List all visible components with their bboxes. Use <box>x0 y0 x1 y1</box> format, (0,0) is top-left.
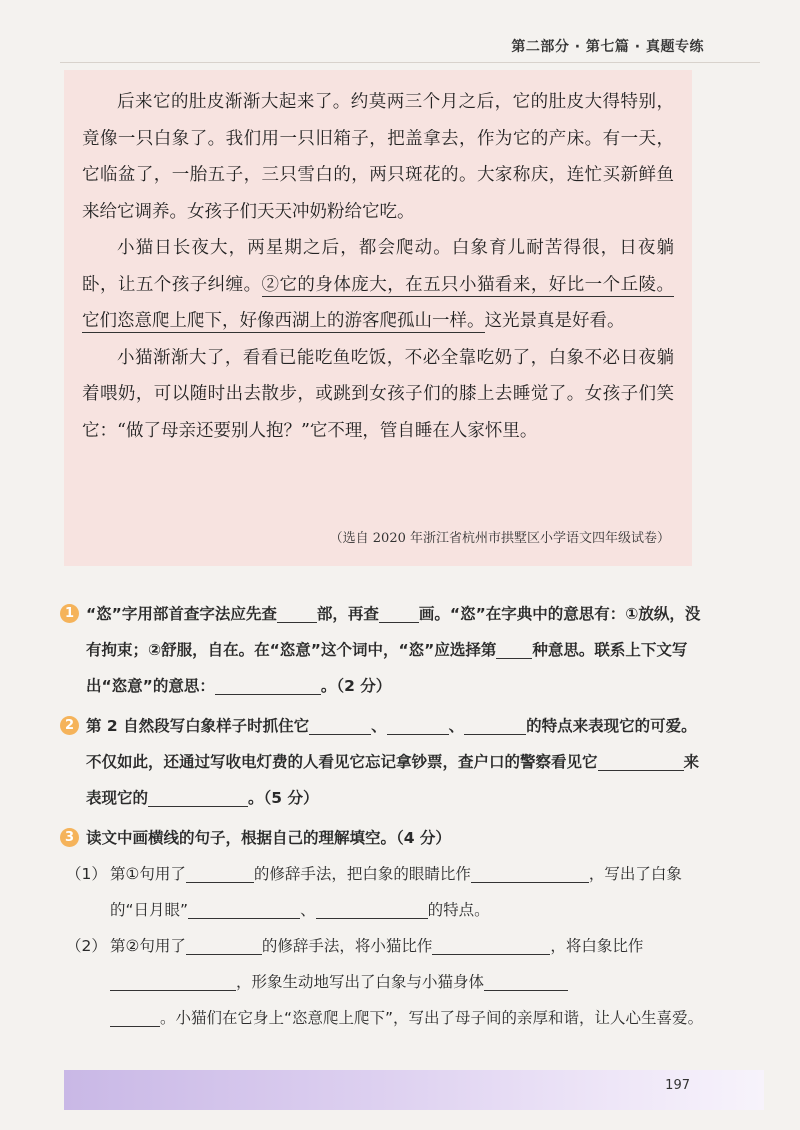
answer-blank[interactable] <box>316 897 428 919</box>
question-number-badge: 1 <box>60 604 79 623</box>
answer-blank[interactable] <box>148 785 248 807</box>
answer-blank[interactable] <box>387 713 449 735</box>
sub-question-number: （1） <box>66 865 107 883</box>
answer-blank[interactable] <box>188 897 300 919</box>
header-divider <box>60 62 760 63</box>
question-number-badge: 3 <box>60 828 79 847</box>
q2-text-2: 、 <box>371 717 387 735</box>
passage-p2-before: 小猫日长夜大，两星期之后，都会爬动。白象育儿耐苦得很，日夜躺卧，让五个孩子纠缠。 <box>82 238 674 295</box>
answer-blank[interactable] <box>464 713 526 735</box>
answer-blank[interactable] <box>484 969 568 991</box>
answer-blank[interactable] <box>215 673 321 695</box>
page-header-title: 第二部分 · 第七篇 · 真题专练 <box>511 39 704 55</box>
q3s2-text-3: ，将白象比作 <box>550 937 644 955</box>
q3s1-text-4: 、 <box>300 901 316 919</box>
page-number: 197 <box>665 1078 690 1093</box>
passage-source: （选自 2020 年浙江省杭州市拱墅区小学语文四年级试卷） <box>329 531 670 546</box>
answer-blank[interactable] <box>186 861 254 883</box>
q3s1-text-2: 的修辞手法，把白象的眼睛比作 <box>253 865 471 883</box>
q1-text-3: 画。“恣”在字典中的意思有：①放纵，没有拘束；②舒服，自在。在“恣意”这个词中，“恣”应选择第 <box>86 605 701 659</box>
passage-paragraph-1: 后来它的肚皮渐渐大起来了。约莫两三个月之后，它的肚皮大得特别，竟像一只白象了。我们用一只旧箱子，把盖拿去，作为它的产床。有一天，它临盆了，一胎五子，三只雪白的，两只斑花的。大家称庆，连忙买新鲜鱼来给它调养。女孩子们天天冲奶粉给它吃。 <box>82 92 674 222</box>
answer-blank[interactable] <box>496 637 532 659</box>
question-list <box>64 596 704 1036</box>
underlined-sentence-2: ②它的身体庞大，在五只小猫看来，好比一个丘陵。它们恣意爬上爬下，好像西湖上的游客爬孤山一样。 <box>82 274 674 331</box>
passage-paragraph-3: 小猫渐渐大了，看看已能吃鱼吃饭，不必全靠吃奶了，白象不必日夜躺着喂奶，可以随时出去散步，或跳到女孩子们的膝上去睡觉了。女孩子们笑它：“做了母亲还要别人抱？”它不理，管自睡在人家怀里。 <box>82 347 674 441</box>
q2-text-4: 的特点来表现它的可爱。不仅如此，还通过写收电灯费的人看见它忘记拿钞票，查户口的警察看见它 <box>86 717 697 771</box>
q3s2-text-5: 。小猫们在它身上“恣意爬上爬下”，写出了母子间的亲厚和谐，让人心生喜爱。 <box>160 1009 704 1027</box>
sub-question-number: （2） <box>66 937 107 955</box>
answer-blank[interactable] <box>110 1005 160 1027</box>
question-1 <box>64 596 704 704</box>
question-number-badge: 2 <box>60 716 79 735</box>
q1-text-5: 。（2 分） <box>320 677 392 695</box>
q3-text-1: 读文中画横线的句子，根据自己的理解填空。（4 分） <box>86 829 451 847</box>
reading-passage <box>64 70 692 566</box>
answer-blank[interactable] <box>110 969 236 991</box>
passage-paragraph-2 <box>82 230 674 340</box>
answer-blank[interactable] <box>598 749 684 771</box>
q2-text-6: 。（5 分） <box>248 789 319 807</box>
q3s2-text-2: 的修辞手法，将小猫比作 <box>261 937 433 955</box>
footer-color-band <box>64 1070 764 1110</box>
q1-text-1: “恣”字用部首查字法应先查 <box>86 605 277 623</box>
q2-text-5: 来表现它的 <box>86 753 700 807</box>
q2-text-3: 、 <box>448 717 465 735</box>
q1-text-4: 种意思。联系上下文写出“恣意”的意思： <box>86 641 688 695</box>
q3s1-text-5: 的特点。 <box>427 901 490 919</box>
q3s1-text-1: 第①句用了 <box>110 865 186 883</box>
question-3-sub-2 <box>64 928 704 1036</box>
question-3 <box>64 820 704 856</box>
answer-blank[interactable] <box>309 713 371 735</box>
q1-text-2: 部，再查 <box>316 605 379 623</box>
answer-blank[interactable] <box>432 933 550 955</box>
q3s1-text-3: ，写出了白象的“日月眼” <box>110 865 682 919</box>
question-2 <box>64 708 704 816</box>
answer-blank[interactable] <box>471 861 589 883</box>
answer-blank[interactable] <box>277 601 317 623</box>
question-3-sub-1 <box>64 856 704 928</box>
answer-blank[interactable] <box>186 933 262 955</box>
q3s2-text-4: ，形象生动地写出了白象与小猫身体 <box>236 973 485 991</box>
passage-p2-after: 这光景真是好看。 <box>484 311 625 331</box>
answer-blank[interactable] <box>379 601 419 623</box>
q2-text-1: 第 2 自然段写白象样子时抓住它 <box>86 717 310 735</box>
q3s2-text-1: 第②句用了 <box>110 937 186 955</box>
